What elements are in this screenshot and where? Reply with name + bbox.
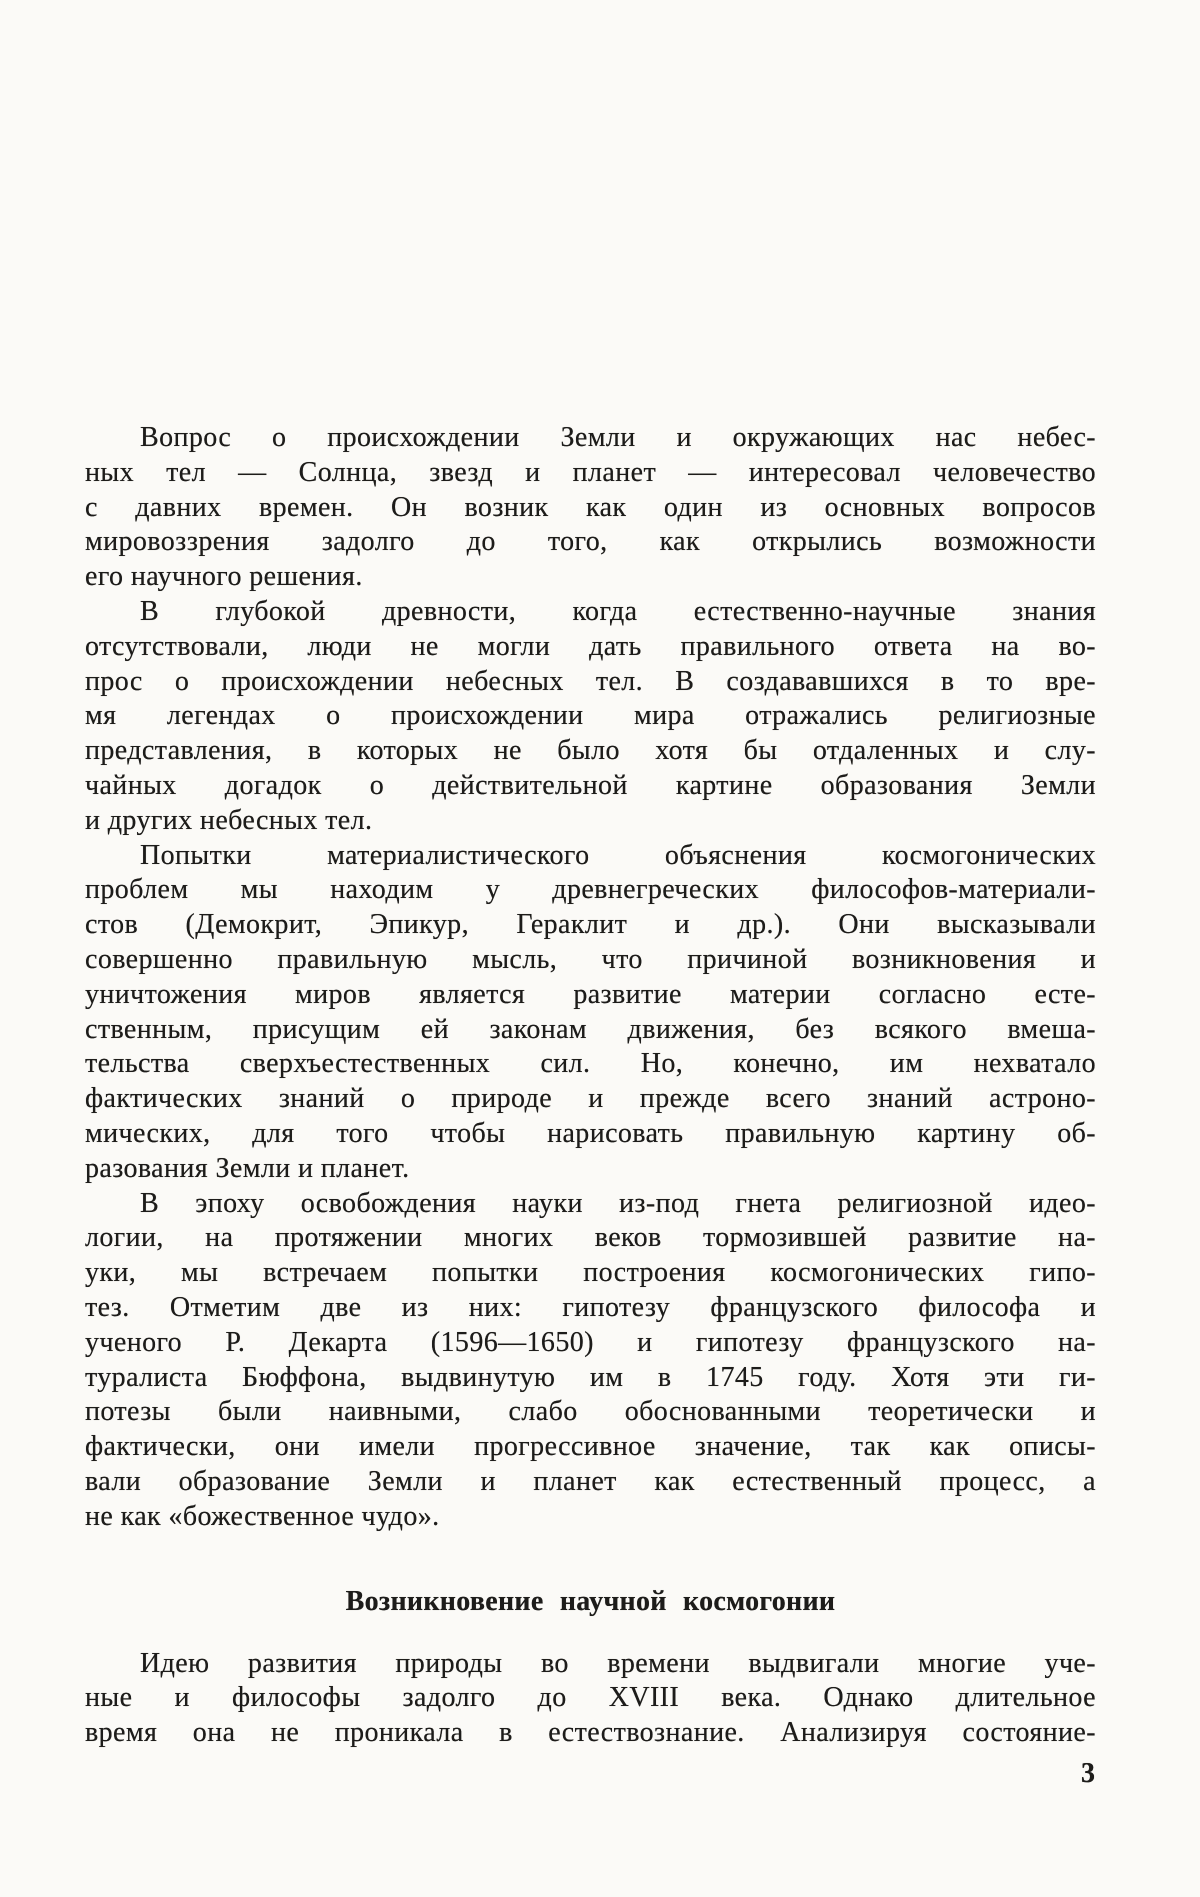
text-line: его научного решения.: [85, 561, 363, 593]
text-line: ные и философы задолго до XVIII века. Однако длительное: [85, 1682, 1096, 1714]
text-line: прос о происхождении небесных тел. В создававшихся в то вре-: [85, 665, 1096, 697]
section-heading: Возникновение научной космогонии: [345, 1585, 836, 1617]
text-line: В глубокой древности, когда естественно-научные знания: [140, 595, 1096, 627]
text-line: логии, на протяжении многих веков тормозившей развитие на-: [85, 1222, 1096, 1254]
text-line: уки, мы встречаем попытки построения космогонических гипо-: [85, 1257, 1096, 1289]
text-line: тельства сверхъестественных сил. Но, конечно, им нехватало: [85, 1048, 1096, 1080]
text-line: отсутствовали, люди не могли дать правильного ответа на во-: [85, 630, 1096, 662]
text-line: время она не проникала в естествознание. Анализируя состояние-: [85, 1717, 1096, 1749]
text-line: уничтожения миров является развитие материи согласно есте-: [85, 978, 1096, 1010]
text-line: фактически, они имели прогрессивное значение, так как описы-: [85, 1431, 1096, 1463]
text-line: ственным, присущим ей законам движения, без всякого вмеша-: [85, 1013, 1096, 1045]
text-column: [85, 421, 1096, 1751]
text-line: совершенно правильную мысль, что причиной возникновения и: [85, 943, 1096, 975]
text-line: В эпоху освобождения науки из-под гнета религиозной идео-: [140, 1187, 1096, 1219]
text-line: с давних времен. Он возник как один из основных вопросов: [85, 491, 1096, 523]
text-line: туралиста Бюффона, выдвинутую им в 1745 году. Хотя эти ги-: [85, 1361, 1096, 1393]
text-line: вали образование Земли и планет как естественный процесс, а: [85, 1465, 1096, 1497]
text-line: и других небесных тел.: [85, 804, 373, 836]
paragraph-2: [85, 595, 1096, 839]
text-line: мических, для того чтобы нарисовать правильную картину об-: [85, 1117, 1096, 1149]
text-line: тез. Отметим две из них: гипотезу французского философа и: [85, 1291, 1096, 1323]
text-line: ных тел — Солнца, звезд и планет — интересовал человечество: [85, 456, 1096, 488]
text-line: стов (Демокрит, Эпикур, Гераклит и др.). Они высказывали: [85, 909, 1096, 941]
paragraph-3: [85, 839, 1096, 1187]
text-line: разования Земли и планет.: [85, 1152, 410, 1184]
text-line: потезы были наивными, слабо обоснованными теоретически и: [85, 1396, 1096, 1428]
text-line: мировоззрения задолго до того, как открылись возможности: [85, 526, 1096, 558]
text-line: не как «божественное чудо».: [85, 1500, 440, 1532]
text-line: чайных догадок о действительной картине образования Земли: [85, 769, 1096, 801]
text-line: Попытки материалистического объяснения космогонических: [140, 839, 1096, 871]
text-line: Вопрос о происхождении Земли и окружающих нас небес-: [140, 422, 1096, 453]
text-line: фактических знаний о природе и прежде всего знаний астроно-: [85, 1083, 1096, 1115]
paragraph-4: [85, 1187, 1096, 1535]
paragraph-1: [85, 421, 1096, 595]
paragraph-5: [85, 1647, 1096, 1751]
text-line: представления, в которых не было хотя бы отдаленных и слу-: [85, 735, 1096, 767]
text-line: ученого Р. Декарта (1596—1650) и гипотезу французского на-: [85, 1326, 1096, 1358]
text-line: проблем мы находим у древнегреческих философов-материали-: [85, 874, 1096, 906]
page-number: 3: [1081, 1758, 1095, 1789]
text-line: мя легендах о происхождении мира отражались религиозные: [85, 700, 1096, 732]
text-line: Идею развития природы во времени выдвигали многие уче-: [140, 1647, 1096, 1679]
